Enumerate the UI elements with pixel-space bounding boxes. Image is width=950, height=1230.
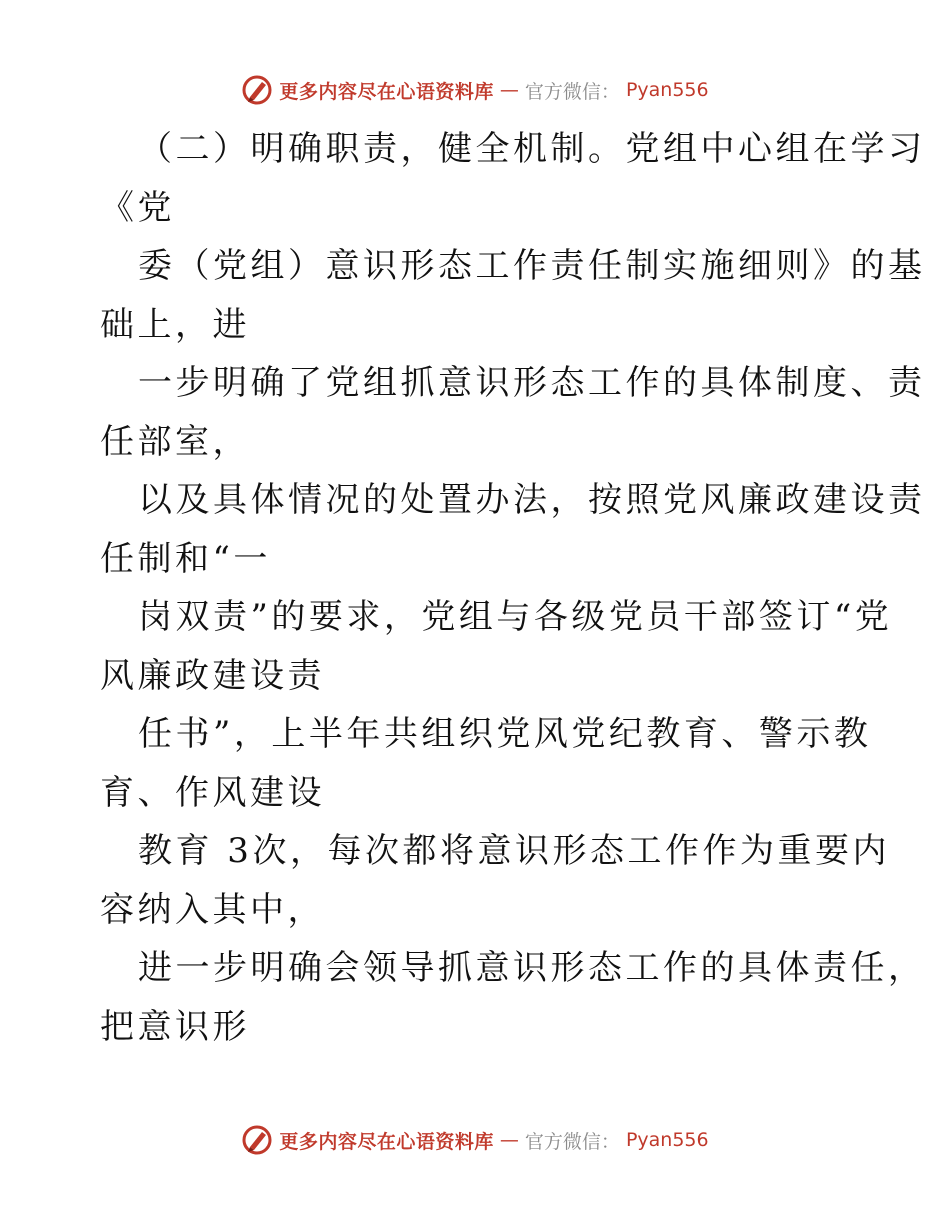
text-line: 任部室， — [100, 421, 250, 462]
watermark-brand-text: 更多内容尽在心语资料库 — [279, 1130, 494, 1153]
pen-in-circle-logo — [241, 74, 273, 106]
document-body — [100, 120, 926, 1056]
text-line: 任书”，上半年共组织党风党纪教育、警示教 — [138, 714, 872, 754]
watermark-brand-text: 更多内容尽在心语资料库 — [279, 80, 494, 103]
text-line: 育、作风建设 — [100, 772, 325, 813]
watermark-separator: — — [499, 79, 519, 101]
watermark-wechat-id: Pyan556 — [625, 79, 709, 101]
text-line: 以及具体情况的处置办法，按照党风廉政建设责 — [138, 480, 926, 520]
text-line: 委（党组）意识形态工作责任制实施细则》的基 — [138, 246, 926, 286]
footer-watermark — [0, 1120, 950, 1160]
text-line: 础上，进 — [100, 304, 250, 345]
text-line: 一步明确了党组抓意识形态工作的具体制度、责 — [138, 363, 926, 403]
text-line: （二）明确职责，健全机制。党组中心组在学习 — [138, 129, 926, 169]
header-watermark — [0, 70, 950, 110]
text-line: 岗双责”的要求，党组与各级党员干部签订“党 — [138, 597, 893, 637]
text-line: 任制和“一 — [100, 538, 271, 579]
text-line: 把意识形 — [100, 1006, 250, 1047]
watermark-wechat-id: Pyan556 — [625, 1129, 709, 1151]
watermark-label: 官方微信： — [524, 1130, 620, 1153]
text-line: 风廉政建设责 — [100, 655, 325, 696]
text-line: 《党 — [100, 187, 175, 228]
text-line: 教育 3次，每次都将意识形态工作作为重要内 — [138, 831, 890, 871]
text-line: 容纳入其中， — [100, 889, 325, 930]
text-line: 进一步明确会领导抓意识形态工作的具体责任， — [138, 948, 926, 988]
pen-in-circle-logo — [241, 1124, 273, 1156]
watermark-label: 官方微信： — [524, 80, 620, 103]
watermark-separator: — — [499, 1129, 519, 1151]
